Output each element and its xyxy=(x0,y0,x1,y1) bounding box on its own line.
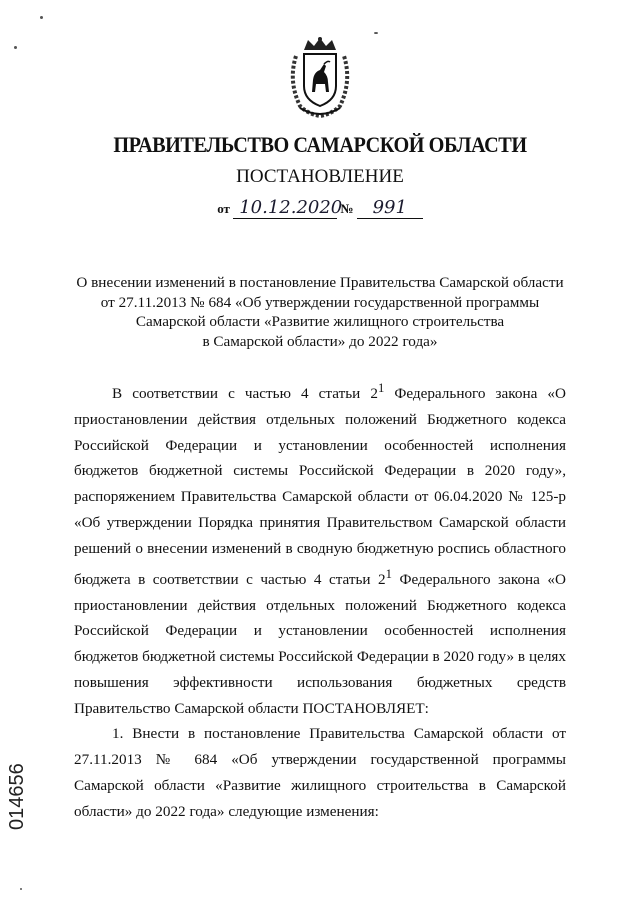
date-handwritten: 10.12.2020 xyxy=(233,197,337,219)
preamble-tail: Федерального закона «О приостановлении действия отдельных положений Бюджетного кодекса Российской Федерации и установлении особенностей исполнения бюджетов бюджетной системы Российской Федерации в 2020 году» в целях повышения эффективности использования бюджетных средств Правительство Самарской области ПОСТАНОВЛЯЕТ: xyxy=(74,570,566,717)
preamble-middle: Федерального закона «О приостановлении действия отдельных положений Бюджетного кодекса Российской Федерации и установлении особенностей исполнения бюджетов бюджетной системы Российской Федерации в 2020 году», распоряжением Правительства Самарской области от 06.04.2020 № 125-р «Об утверждении Порядка принятия Правительством Самарской области решений о внесении изменений в сводную бюджетную роспись областного бюджета в соответствии с частью 4 статьи 2 xyxy=(74,385,566,588)
document-type: ПОСТАНОВЛЕНИЕ xyxy=(236,166,404,187)
samara-coat-of-arms-icon xyxy=(286,36,354,118)
superscript: 1 xyxy=(385,566,392,581)
date-number-line xyxy=(0,197,640,219)
number-prefix: № xyxy=(340,201,354,216)
subject-line: в Самарской области» до 2022 года» xyxy=(202,332,438,350)
margin-stamp-number: 014656 xyxy=(6,763,28,830)
scan-speck xyxy=(40,16,43,19)
superscript: 1 xyxy=(377,381,385,395)
government-title: ПРАВИТЕЛЬСТВО САМАРСКОЙ ОБЛАСТИ xyxy=(113,132,527,157)
preamble-lead: В соответствии с частью 4 статьи 2 xyxy=(112,385,378,403)
document-body xyxy=(74,376,566,825)
preamble-paragraph xyxy=(74,376,566,721)
subject-line: от 27.11.2013 № 684 «Об утверждении государственной программы xyxy=(100,293,540,311)
scan-speck xyxy=(374,32,378,34)
date-prefix: от xyxy=(217,201,230,216)
clause-1-paragraph: 1. Внести в постановление Правительства Самарской области от 27.11.2013 № 684 «Об утверждении государственной программы Самарской области «Развитие жилищного строительства в Самарской области» до 2022 года» следующие изменения: xyxy=(74,725,566,820)
subject-line: О внесении изменений в постановление Правительства Самарской области xyxy=(76,274,564,291)
number-handwritten: 991 xyxy=(357,197,423,219)
scan-speck xyxy=(14,46,17,49)
subject-line: Самарской области «Развитие жилищного строительства xyxy=(135,313,505,330)
scan-speck xyxy=(20,888,22,890)
document-subject xyxy=(60,273,580,351)
